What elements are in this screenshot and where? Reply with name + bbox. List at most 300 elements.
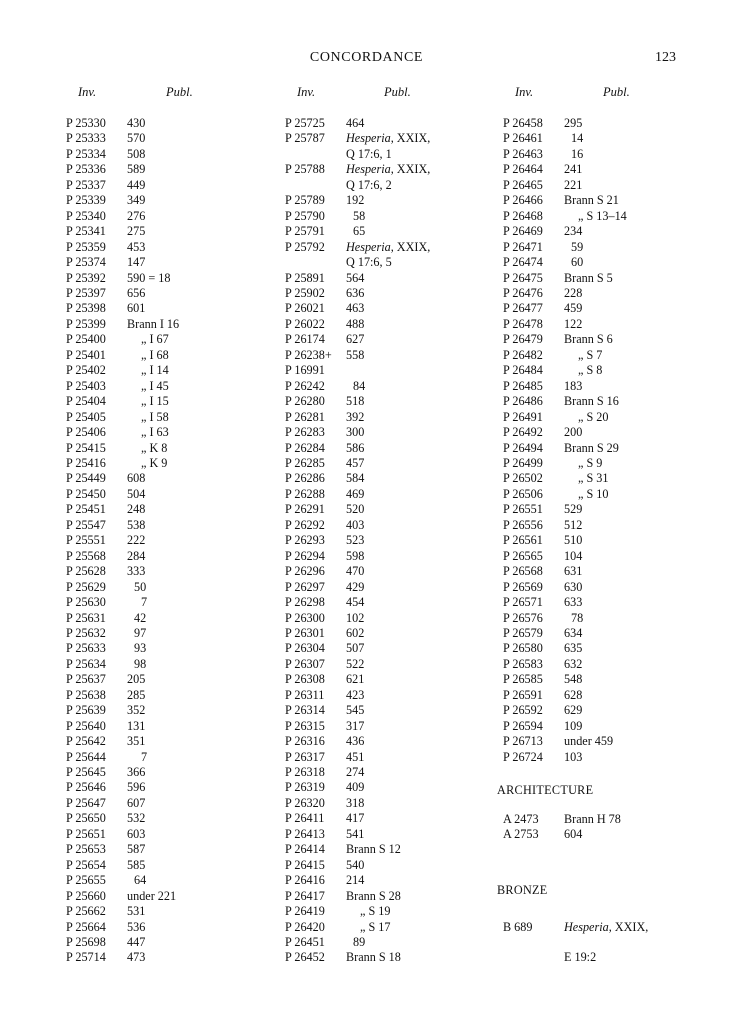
column-header: [66, 85, 193, 116]
list-item: [503, 147, 648, 162]
inventory-number: P 26238+: [285, 347, 332, 362]
list-item: [285, 502, 430, 517]
inventory-number: P 26491: [503, 409, 543, 424]
list-item: [66, 889, 179, 904]
publication-ref: 632: [564, 656, 583, 671]
inventory-number: P 25374: [66, 255, 106, 270]
publication-ref: 518: [346, 394, 365, 409]
list-item: [66, 224, 179, 239]
publication-ref: 78: [571, 610, 584, 625]
publication-ref: 470: [346, 564, 365, 579]
publication-ref: 64: [134, 873, 147, 888]
publication-ref: 541: [346, 826, 365, 841]
publication-ref: 510: [564, 533, 583, 548]
publication-ref: 447: [127, 935, 146, 950]
publication-ref: Hesperia, XXIX,: [346, 131, 431, 146]
inventory-number: P 25651: [66, 826, 106, 841]
list-item: [285, 950, 430, 965]
inventory-number: P 25650: [66, 811, 106, 826]
list-item: [503, 116, 648, 131]
publication-ref: 59: [571, 239, 584, 254]
list-item: [503, 209, 648, 224]
list-item: [66, 920, 179, 935]
inv-header: Inv.: [78, 85, 97, 99]
inventory-number: P 26565: [503, 548, 543, 563]
publ-header: Publ.: [603, 85, 630, 99]
inventory-number: P 26417: [285, 888, 325, 903]
publication-ref: Brann S 5: [564, 270, 613, 285]
publication-ref: 532: [127, 811, 146, 826]
publication-ref: 349: [127, 193, 146, 208]
list-item: [503, 688, 648, 703]
bronze-heading: BRONZE: [497, 882, 548, 897]
list-item: [503, 363, 648, 378]
list-item: [285, 301, 430, 316]
list-item: [66, 657, 179, 672]
inventory-number: P 25392: [66, 270, 106, 285]
inventory-number: P 26284: [285, 440, 325, 455]
inventory-number: P 26594: [503, 718, 543, 733]
list-item: [503, 564, 648, 579]
list-item: [503, 193, 648, 208]
list-item: [285, 703, 430, 718]
list-item: [503, 348, 648, 363]
inventory-number: P 25632: [66, 625, 106, 640]
publication-ref: 147: [127, 255, 146, 270]
list-item: [285, 178, 430, 193]
list-item: [285, 487, 430, 502]
inventory-number: P 26242: [285, 378, 325, 393]
publication-ref: 58: [353, 208, 366, 223]
inventory-number: P 25725: [285, 116, 325, 130]
inventory-number: P 25644: [66, 749, 106, 764]
publication-ref: 536: [127, 919, 146, 934]
list-item: [503, 502, 648, 517]
publication-ref: Q 17:6, 2: [346, 177, 392, 192]
inventory-number: P 26499: [503, 455, 543, 470]
list-item: [66, 410, 179, 425]
architecture-heading: ARCHITECTURE: [497, 783, 594, 798]
inventory-number: P 26021: [285, 301, 325, 316]
list-item: [285, 255, 430, 270]
publication-ref: 65: [353, 224, 366, 239]
list-item: [503, 394, 648, 409]
list-item: [66, 301, 179, 316]
inventory-number: P 26477: [503, 301, 543, 316]
inventory-number: P 25628: [66, 564, 106, 579]
publication-ref: 205: [127, 672, 146, 687]
list-item: [285, 162, 430, 177]
publication-ref: 601: [127, 301, 146, 316]
inventory-number: P 26283: [285, 425, 325, 440]
publication-ref: 274: [346, 765, 365, 780]
publication-ref: „ S 8: [578, 363, 603, 378]
publication-ref: 585: [127, 857, 146, 872]
inventory-number: P 25633: [66, 641, 106, 656]
publication-ref: 587: [127, 842, 146, 857]
publication-ref: 631: [564, 564, 583, 579]
list-item: [285, 271, 430, 286]
inventory-number: A 2473: [503, 812, 539, 827]
list-item: [285, 580, 430, 595]
publication-ref: 522: [346, 656, 365, 671]
inventory-number: P 26451: [285, 935, 325, 950]
inventory-number: P 25359: [66, 239, 106, 254]
list-item: [66, 255, 179, 270]
publication-ref: under 459: [564, 734, 614, 749]
inventory-number: P 25629: [66, 579, 106, 594]
inventory-number: P 26478: [503, 316, 543, 331]
list-item: [503, 456, 648, 471]
publication-ref: Brann S 18: [346, 950, 401, 965]
inventory-number: P 25630: [66, 595, 106, 610]
inventory-number: P 26506: [503, 486, 543, 501]
inventory-number: P 26474: [503, 255, 543, 270]
publication-ref: 98: [134, 656, 147, 671]
inventory-number: P 26469: [503, 224, 543, 239]
publication-ref: Hesperia, XXIX,: [346, 239, 431, 254]
list-item: [503, 549, 648, 564]
inventory-number: P 26415: [285, 857, 325, 872]
list-item: [66, 131, 179, 146]
list-item: [66, 209, 179, 224]
publication-ref: 318: [346, 795, 365, 810]
inventory-number: P 26296: [285, 564, 325, 579]
list-item: [285, 425, 430, 440]
inventory-number: P 25653: [66, 842, 106, 857]
list-item: [66, 518, 179, 533]
publication-ref: 417: [346, 811, 365, 826]
publication-ref: 507: [346, 641, 365, 656]
list-item: [285, 920, 430, 935]
inventory-number: P 25399: [66, 316, 106, 331]
list-item: [503, 518, 648, 533]
publication-ref: 656: [127, 285, 146, 300]
publication-ref: „ S 13–14: [578, 208, 627, 223]
inventory-number: P 26301: [285, 625, 325, 640]
inventory-number: P 25400: [66, 332, 106, 347]
list-item: [503, 750, 648, 765]
inventory-number: P 25791: [285, 224, 325, 239]
list-item: [285, 734, 430, 749]
list-item: [503, 425, 648, 440]
inventory-number: P 25639: [66, 703, 106, 718]
list-item: [503, 471, 648, 486]
publication-ref: „ I 14: [141, 363, 169, 378]
inventory-number: P 26463: [503, 146, 543, 161]
list-item: [285, 564, 430, 579]
publication-ref: 89: [353, 935, 366, 950]
inventory-number: P 26556: [503, 517, 543, 532]
inventory-number: P 25401: [66, 347, 106, 362]
publication-ref: 469: [346, 486, 365, 501]
publication-ref: „ I 15: [141, 394, 169, 409]
list-item: [503, 942, 648, 972]
publication-ref: 529: [564, 502, 583, 517]
publication-ref: 520: [346, 502, 365, 517]
list-item: [66, 672, 179, 687]
list-item: [66, 827, 179, 842]
list-item: [285, 394, 430, 409]
publication-ref: 214: [346, 873, 365, 888]
publication-ref: 275: [127, 224, 146, 239]
publication-ref: 540: [346, 857, 365, 872]
publication-ref: 352: [127, 703, 146, 718]
inventory-number: P 25547: [66, 517, 106, 532]
publication-ref: 109: [564, 718, 583, 733]
publication-ref: 284: [127, 548, 146, 563]
publication-ref: 523: [346, 533, 365, 548]
inventory-number: P 26416: [285, 873, 325, 888]
list-item: [285, 827, 430, 842]
list-item: [285, 240, 430, 255]
publication-ref: 459: [564, 301, 583, 316]
publication-ref: 317: [346, 718, 365, 733]
list-item: [66, 765, 179, 780]
publication-ref: 603: [127, 826, 146, 841]
list-item: [66, 471, 179, 486]
publication-ref: 584: [346, 471, 365, 486]
inventory-number: P 26414: [285, 842, 325, 857]
publication-ref: 16: [571, 146, 584, 161]
list-item: [503, 827, 648, 842]
publication-ref: Hesperia, XXIX,: [564, 919, 649, 934]
inventory-number: P 25402: [66, 363, 106, 378]
list-item: [503, 912, 648, 942]
inventory-number: P 26461: [503, 131, 543, 146]
list-item: [66, 533, 179, 548]
inventory-number: P 26288: [285, 486, 325, 501]
list-item: [285, 549, 430, 564]
publication-ref: 629: [564, 703, 583, 718]
inventory-number: P 26285: [285, 455, 325, 470]
publication-ref: 531: [127, 904, 146, 919]
inventory-number: P 25404: [66, 394, 106, 409]
list-item: [503, 255, 648, 270]
list-item: [285, 626, 430, 641]
list-item: [66, 317, 179, 332]
inventory-number: P 25660: [66, 888, 106, 903]
publication-ref: 234: [564, 224, 583, 239]
list-item: [66, 332, 179, 347]
publication-ref: 604: [564, 827, 583, 842]
publication-ref: 512: [564, 517, 583, 532]
publication-ref: Brann S 29: [564, 440, 619, 455]
list-item: [503, 641, 648, 656]
list-item: [66, 549, 179, 564]
publication-ref: Hesperia, XXIX,: [346, 162, 431, 177]
list-item: [66, 240, 179, 255]
inventory-number: P 25568: [66, 548, 106, 563]
inventory-number: P 25398: [66, 301, 106, 316]
publication-ref: 627: [346, 332, 365, 347]
publication-ref: 42: [134, 610, 147, 625]
list-item: [285, 441, 430, 456]
publication-ref: 228: [564, 285, 583, 300]
column-header: [285, 85, 430, 116]
inventory-number: P 26294: [285, 548, 325, 563]
list-item: [285, 193, 430, 208]
inventory-number: P 26585: [503, 672, 543, 687]
list-item: [503, 703, 648, 718]
publication-ref: 409: [346, 780, 365, 795]
inventory-number: P 25415: [66, 440, 106, 455]
inv-header: Inv.: [515, 85, 534, 99]
publication-ref: 630: [564, 579, 583, 594]
publication-ref: 454: [346, 595, 365, 610]
publication-ref: Brann I 16: [127, 316, 180, 331]
publication-ref: Q 17:6, 1: [346, 146, 392, 161]
list-item: [285, 611, 430, 626]
list-item: [66, 611, 179, 626]
publication-ref: 192: [346, 193, 365, 208]
publication-ref: 586: [346, 440, 365, 455]
list-item: [285, 780, 430, 795]
inventory-number: P 25551: [66, 533, 106, 548]
list-item: [285, 224, 430, 239]
inventory-number: P 16991: [285, 363, 325, 378]
inventory-number: P 26579: [503, 625, 543, 640]
inventory-number: P 25339: [66, 193, 106, 208]
page-title: CONCORDANCE: [309, 50, 424, 65]
publication-ref: 429: [346, 579, 365, 594]
inventory-number: P 26318: [285, 765, 325, 780]
inventory-number: P 26592: [503, 703, 543, 718]
list-item: [285, 904, 430, 919]
publication-ref: 589: [127, 162, 146, 177]
inventory-number: P 25334: [66, 146, 106, 161]
publication-ref: 403: [346, 517, 365, 532]
list-item: [66, 750, 179, 765]
publication-ref: 473: [127, 950, 146, 965]
publication-ref: „ K 8: [141, 440, 168, 455]
publication-ref: 457: [346, 455, 365, 470]
publication-ref: 333: [127, 564, 146, 579]
inventory-number: P 25406: [66, 425, 106, 440]
publication-ref: 102: [346, 610, 365, 625]
list-item: [66, 441, 179, 456]
concordance-column-1: [66, 85, 193, 966]
publication-ref: 436: [346, 734, 365, 749]
list-item: [66, 858, 179, 873]
inventory-number: P 26561: [503, 533, 543, 548]
list-item: [503, 672, 648, 687]
list-item: [285, 348, 430, 363]
list-item: [503, 224, 648, 239]
inventory-number: P 26591: [503, 687, 543, 702]
list-item: [285, 379, 430, 394]
list-item: [285, 410, 430, 425]
publication-ref: 590 = 18: [127, 270, 171, 285]
list-item: [66, 147, 179, 162]
list-item: [285, 765, 430, 780]
inventory-number: P 26486: [503, 394, 543, 409]
inventory-number: P 25640: [66, 718, 106, 733]
publication-ref: „ I 45: [141, 378, 169, 393]
list-item: [66, 935, 179, 950]
publication-ref: Brann S 16: [564, 394, 619, 409]
publication-ref: 366: [127, 765, 146, 780]
inventory-number: P 26307: [285, 656, 325, 671]
inventory-number: P 26485: [503, 378, 543, 393]
publication-ref: „ I 68: [141, 347, 169, 362]
publication-ref: „ S 17: [360, 919, 391, 934]
publication-ref: 634: [564, 625, 583, 640]
inventory-number: P 25642: [66, 734, 106, 749]
list-item: [285, 209, 430, 224]
inventory-number: P 25789: [285, 193, 325, 208]
inventory-number: P 26583: [503, 656, 543, 671]
inventory-number: P 25397: [66, 285, 106, 300]
list-item: [503, 131, 648, 146]
inventory-number: P 26471: [503, 239, 543, 254]
inventory-number: P 26286: [285, 471, 325, 486]
architecture-list: [503, 812, 648, 843]
inventory-number: P 26022: [285, 316, 325, 331]
list-item: [503, 441, 648, 456]
inventory-number: P 26466: [503, 193, 543, 208]
list-item: [66, 379, 179, 394]
list-item: [66, 502, 179, 517]
publication-ref: „ S 20: [578, 409, 609, 424]
publication-ref: 548: [564, 672, 583, 687]
list-item: [285, 518, 430, 533]
list-item: [503, 812, 648, 827]
publication-ref: 7: [141, 749, 148, 764]
inventory-number: P 25631: [66, 610, 106, 625]
inventory-number: P 25654: [66, 857, 106, 872]
list-item: [503, 271, 648, 286]
list-item: [285, 147, 430, 162]
list-item: [503, 657, 648, 672]
inventory-number: P 26724: [503, 749, 543, 764]
inventory-number: P 26280: [285, 394, 325, 409]
publication-ref: 608: [127, 471, 146, 486]
inventory-number: P 25787: [285, 131, 325, 146]
list-item: [66, 811, 179, 826]
inventory-number: P 25891: [285, 270, 325, 285]
list-item: [285, 858, 430, 873]
publication-ref: 222: [127, 533, 146, 548]
list-item: [503, 487, 648, 502]
publication-ref: 558: [346, 347, 365, 362]
publication-ref: 50: [134, 579, 147, 594]
publication-ref: 295: [564, 116, 583, 130]
publication-ref: „ S 7: [578, 347, 603, 362]
publication-ref: 423: [346, 687, 365, 702]
list-item: [503, 379, 648, 394]
list-item: [66, 842, 179, 857]
inventory-number: P 26571: [503, 595, 543, 610]
inventory-number: P 26291: [285, 502, 325, 517]
publication-ref: 538: [127, 517, 146, 532]
list-item: [66, 950, 179, 965]
publication-ref: 633: [564, 595, 583, 610]
inventory-number: P 26413: [285, 826, 325, 841]
inventory-number: P 26569: [503, 579, 543, 594]
list-item: [285, 842, 430, 857]
publication-ref: 103: [564, 749, 583, 764]
publication-ref: Brann S 12: [346, 842, 401, 857]
publication-ref: 449: [127, 177, 146, 192]
list-item: [285, 456, 430, 471]
inventory-number: P 26482: [503, 347, 543, 362]
list-item: [503, 611, 648, 626]
inventory-number: P 26317: [285, 749, 325, 764]
list-item: [503, 719, 648, 734]
list-item: [503, 410, 648, 425]
publication-ref: 596: [127, 780, 146, 795]
